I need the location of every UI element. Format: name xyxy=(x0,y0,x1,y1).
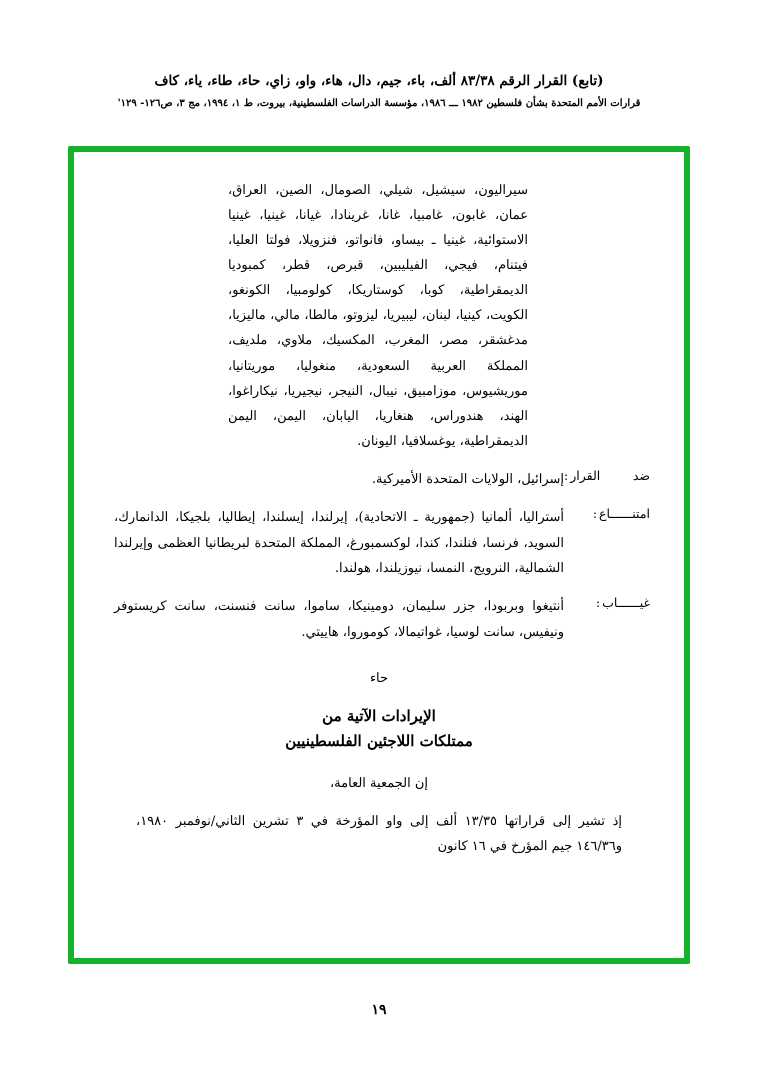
vote-label-against-text: ضد القرار xyxy=(570,467,650,483)
section-subtitle-line1: الإيرادات الآتية من xyxy=(322,706,436,725)
vote-label-against xyxy=(564,467,650,492)
page-number: ١٩ xyxy=(371,1002,387,1018)
vote-label-abstain xyxy=(564,505,650,581)
vote-label-absent-text: غيــــــاب xyxy=(602,595,650,611)
vote-label-absent xyxy=(564,594,650,645)
section-subtitle xyxy=(108,704,650,754)
section-letter-mark: حاء xyxy=(369,670,389,686)
paragraph-recalling: إذ تشير إلى قراراتها ١٣/٣٥ ألف إلى واو المؤرخة في ٣ تشرين الثاني/نوفمبر ١٩٨٠، و١٤٦/٣٦ جيم المؤرخ في ١٦ كانون xyxy=(136,813,623,855)
frame-content xyxy=(108,178,650,944)
paragraph-preamble: إن الجمعية العامة، xyxy=(329,776,428,792)
page-header xyxy=(0,0,758,109)
country-list-paragraph: سيراليون، سيشيل، شيلي، الصومال، الصين، العراق، عمان، غابون، غامبيا، غانا، غرينادا، غيانا، غينيا، غينيا الاستوائية، غينيا ـ بيساو، فانواتو، فنزويلا، فولتا العليا، فيتنام، فيجي، الفيليبين، قبرص، قطر، كمبوديا الديمقراطية، كوبا، كوستاريكا، كولومبيا، الكونغو، الكويت، كينيا، لبنان، ليبيريا، ليزوتو، مالطا، مالي، ماليزيا، مدغشقر، مصر، المغرب، المكسيك، ملاوي، ملديف، المملكة العربية السعودية، منغوليا، موريتانيا، موريشيوس، موزامبيق، نيبال، النيجر، نيجيريا، نيكاراغوا، الهند، هندوراس، هنغاريا، اليابان، اليمن، اليمن الديمقراطية، يوغسلافيا، اليونان. xyxy=(228,183,528,449)
vote-text-absent: أنتيغوا وبربودا، جزر سليمان، دومينيكا، ساموا، سانت فنسنت، سانت كريستوفر ونيفيس، سانت لوسيا، غواتيمالا، كوموروا، هاييتي. xyxy=(114,599,564,640)
vote-row-abstain xyxy=(108,505,650,581)
header-title: (تابع) القرار الرقم ٨٣/٣٨ ألف، باء، جيم، دال، هاء، واو، زاي، حاء، طاء، ياء، كاف xyxy=(154,73,604,89)
vote-text-against: إسرائيل، الولايات المتحدة الأميركية. xyxy=(371,471,564,487)
vote-label-absent-colon: : xyxy=(595,595,601,611)
vote-label-abstain-colon: : xyxy=(592,506,598,522)
vote-label-abstain-text: امتنــــــاع xyxy=(599,506,650,522)
vote-row-against xyxy=(108,467,650,492)
vote-text-abstain: أستراليا، ألمانيا (جمهورية ـ الاتحادية)، إيرلندا، إيسلندا، إيطاليا، بلجيكا، الدانمارك، السويد، فرنسا، فنلندا، كندا، لوكسمبورغ، المملكة المتحدة لبريطانيا العظمى وإيرلندا الشمالية، النرويج، النمسا، نيوزيلندا، هولندا. xyxy=(114,510,564,576)
green-border-frame xyxy=(68,146,690,964)
vote-label-against-colon: : xyxy=(564,467,569,483)
section-subtitle-line2: ممتلكات اللاجئين الفلسطينيين xyxy=(285,731,473,750)
header-source: قرارات الأمم المتحدة بشأن فلسطين ١٩٨٢ ـــ ١٩٨٦، مؤسسة الدراسات الفلسطينية، بيروت، ط ١، ١٩٩٤، مج ٣، ص١٢٦- ١٢٩' xyxy=(117,97,641,109)
vote-row-absent xyxy=(108,594,650,645)
